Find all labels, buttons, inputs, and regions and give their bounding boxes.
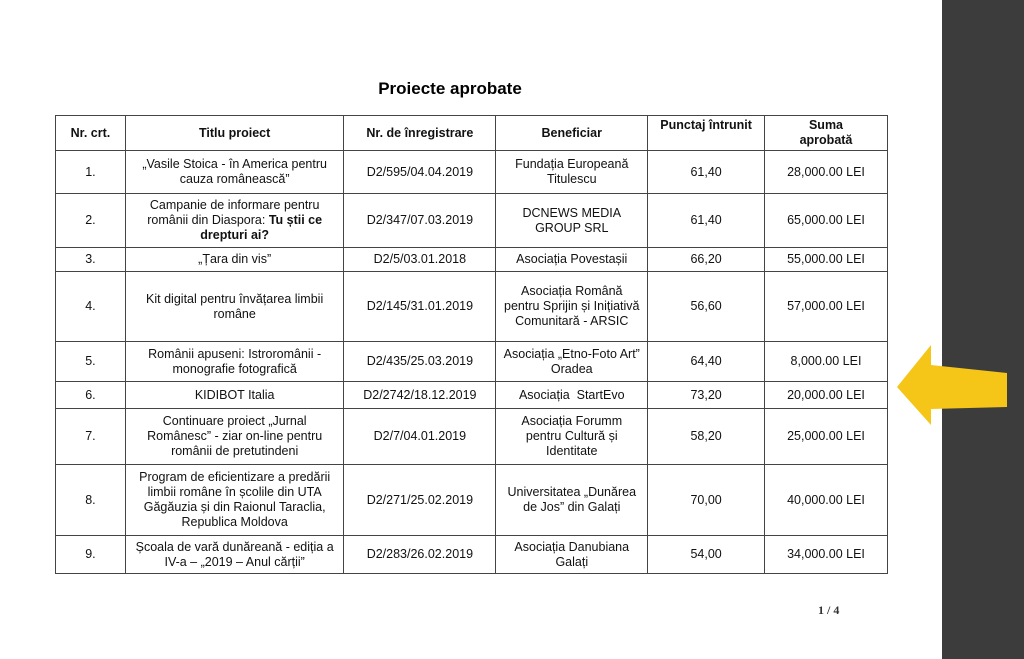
cell-nr: 1. — [56, 151, 126, 194]
cell-title: „Țara din vis” — [125, 248, 344, 272]
cell-title: Românii apuseni: Istroromânii - monografie fotografică — [125, 342, 344, 382]
table-row — [56, 409, 888, 465]
cell-registration: D2/2742/18.12.2019 — [344, 382, 496, 409]
cell-amount: 8,000.00 LEI — [765, 342, 888, 382]
table-header-row — [56, 116, 888, 151]
cell-title: Kit digital pentru învățarea limbii române — [125, 272, 344, 342]
cell-title: KIDIBOT Italia — [125, 382, 344, 409]
cell-beneficiary: Universitatea „Dunărea de Jos” din Galați — [496, 465, 648, 536]
viewer-side-panel — [942, 0, 1024, 659]
cell-beneficiary: Asociația StartEvo — [496, 382, 648, 409]
cell-amount: 57,000.00 LEI — [765, 272, 888, 342]
cell-nr: 4. — [56, 272, 126, 342]
cell-beneficiary: Asociația „Etno-Foto Art” Oradea — [496, 342, 648, 382]
cell-nr: 8. — [56, 465, 126, 536]
cell-title: „Vasile Stoica - în America pentru cauza românească” — [125, 151, 344, 194]
table-row — [56, 151, 888, 194]
cell-registration: D2/347/07.03.2019 — [344, 194, 496, 248]
table-row — [56, 272, 888, 342]
header-beneficiary: Beneficiar — [496, 116, 648, 151]
table-row — [56, 465, 888, 536]
projects-table — [55, 115, 888, 574]
cell-amount: 34,000.00 LEI — [765, 536, 888, 574]
cell-beneficiary: Asociația Română pentru Sprijin și Inițiativă Comunitară - ARSIC — [496, 272, 648, 342]
cell-title-text: Campanie de informare pentru românii din Diaspora: — [147, 198, 320, 227]
cell-amount: 65,000.00 LEI — [765, 194, 888, 248]
table-row — [56, 194, 888, 248]
cell-registration: D2/595/04.04.2019 — [344, 151, 496, 194]
cell-score: 61,40 — [648, 194, 765, 248]
cell-amount: 20,000.00 LEI — [765, 382, 888, 409]
cell-score: 64,40 — [648, 342, 765, 382]
cell-registration: D2/271/25.02.2019 — [344, 465, 496, 536]
page-indicator: 1 / 4 — [818, 603, 840, 617]
cell-score: 61,40 — [648, 151, 765, 194]
header-registration: Nr. de înregistrare — [344, 116, 496, 151]
table-row — [56, 342, 888, 382]
header-score: Punctaj întrunit — [648, 116, 765, 151]
header-amount: Suma aprobată — [765, 116, 888, 151]
cell-nr: 3. — [56, 248, 126, 272]
cell-registration: D2/435/25.03.2019 — [344, 342, 496, 382]
cell-nr: 7. — [56, 409, 126, 465]
cell-title — [125, 194, 344, 248]
page-title: Proiecte aprobate — [378, 79, 522, 98]
table-row — [56, 382, 888, 409]
cell-title: Program de eficientizare a predării limbii române în școlile din UTA Găgăuzia și din Raionul Taraclia, Republica Moldova — [125, 465, 344, 536]
header-title: Titlu proiect — [125, 116, 344, 151]
cell-registration: D2/5/03.01.2018 — [344, 248, 496, 272]
cell-title: Școala de vară dunăreană - ediția a IV-a – „2019 – Anul cărții” — [125, 536, 344, 574]
cell-beneficiary: Asociația Forumm pentru Cultură și Identitate — [496, 409, 648, 465]
table-row — [56, 248, 888, 272]
cell-score: 56,60 — [648, 272, 765, 342]
arrow-left-icon — [897, 345, 1007, 425]
cell-nr: 6. — [56, 382, 126, 409]
cell-registration: D2/7/04.01.2019 — [344, 409, 496, 465]
cell-beneficiary: Asociația Danubiana Galați — [496, 536, 648, 574]
cell-registration: D2/283/26.02.2019 — [344, 536, 496, 574]
header-nr: Nr. crt. — [56, 116, 126, 151]
cell-beneficiary: Fundația Europeană Titulescu — [496, 151, 648, 194]
cell-score: 58,20 — [648, 409, 765, 465]
cell-beneficiary: DCNEWS MEDIA GROUP SRL — [496, 194, 648, 248]
cell-title: Continuare proiect „Jurnal Românesc” - ziar on-line pentru românii de pretutindeni — [125, 409, 344, 465]
cell-nr: 2. — [56, 194, 126, 248]
table-row — [56, 536, 888, 574]
cell-nr: 5. — [56, 342, 126, 382]
cell-amount: 40,000.00 LEI — [765, 465, 888, 536]
cell-beneficiary: Asociația Povestașii — [496, 248, 648, 272]
cell-amount: 55,000.00 LEI — [765, 248, 888, 272]
cell-score: 66,20 — [648, 248, 765, 272]
cell-nr: 9. — [56, 536, 126, 574]
cell-amount: 28,000.00 LEI — [765, 151, 888, 194]
cell-score: 70,00 — [648, 465, 765, 536]
cell-score: 73,20 — [648, 382, 765, 409]
cell-score: 54,00 — [648, 536, 765, 574]
cell-amount: 25,000.00 LEI — [765, 409, 888, 465]
cell-title-bold: Tu știi ce drepturi ai? — [200, 213, 323, 242]
cell-registration: D2/145/31.01.2019 — [344, 272, 496, 342]
